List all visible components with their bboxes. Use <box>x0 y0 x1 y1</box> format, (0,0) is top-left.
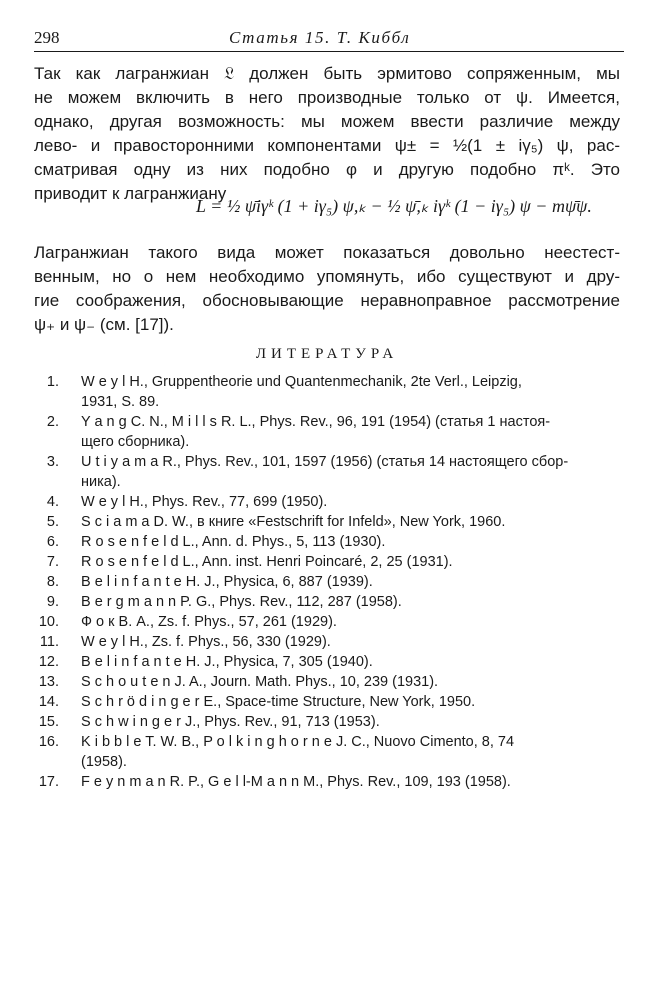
paragraph-line: сматривая одну из них подобно φ и другую подобно πᵏ. Это <box>34 160 620 179</box>
reference-text <box>81 692 624 712</box>
reference-text <box>81 592 624 612</box>
reference-line: (1958). <box>81 754 127 770</box>
paragraph-line: Так как лагранжиан 𝔏 должен быть эрмитово сопряженным, мы <box>34 64 620 83</box>
reference-text <box>81 652 624 672</box>
lagrangian-formula: L = ½ ψ̄iγᵏ (1 + iγ₅) ψ,ₖ − ½ ψ̄,ₖ iγᵏ (1 − iγ₅) ψ − mψ̄ψ. <box>196 196 592 216</box>
reference-line: W e y l H., Zs. f. Phys., 56, 330 (1929). <box>81 634 331 650</box>
reference-number: 7. <box>46 554 59 570</box>
paragraph-line: Лагранжиан такого вида может показаться довольно неестест- <box>34 243 620 262</box>
reference-number: 3. <box>46 454 59 470</box>
reference-number: 5. <box>46 514 59 530</box>
paragraph-line: гие соображения, обосновывающие неравноправное рассмотрение <box>34 291 620 310</box>
reference-line: ника). <box>81 474 121 490</box>
reference-line: S c h w i n g e r J., Phys. Rev., 91, 713 (1953). <box>81 714 380 730</box>
reference-line: B e l i n f a n t e H. J., Physica, 6, 887 (1939). <box>81 574 373 590</box>
reference-line: S c i a m a D. W., в книге «Festschrift for Infeld», New York, 1960. <box>81 514 506 530</box>
reference-item <box>24 692 624 712</box>
paragraph-line: ψ₊ и ψ₋ (см. [17]). <box>34 315 174 334</box>
reference-number: 12. <box>38 654 59 670</box>
paragraph-line: венным, но о нем необходимо упомянуть, ибо существуют и дру- <box>34 267 620 286</box>
reference-item <box>24 672 624 692</box>
paragraph-2 <box>34 241 620 337</box>
reference-item <box>24 512 624 532</box>
paragraph-line: не можем включить в него производные только от ψ. Имеется, <box>34 88 620 107</box>
reference-text <box>81 772 624 792</box>
reference-item <box>24 372 624 412</box>
reference-text <box>81 412 624 452</box>
page-number: 298 <box>34 28 60 47</box>
reference-line: S c h r ö d i n g e r E., Space-time Structure, New York, 1950. <box>81 694 476 710</box>
reference-item <box>24 452 624 492</box>
reference-number: 4. <box>46 494 59 510</box>
reference-text <box>81 372 624 412</box>
reference-number: 8. <box>46 574 59 590</box>
reference-number: 9. <box>46 594 59 610</box>
reference-list <box>24 372 624 792</box>
reference-item <box>24 592 624 612</box>
reference-text <box>81 732 624 772</box>
reference-item <box>24 552 624 572</box>
reference-item <box>24 572 624 592</box>
reference-item <box>24 652 624 672</box>
reference-line: S c h o u t e n J. A., Journ. Math. Phys., 10, 239 (1931). <box>81 674 439 690</box>
reference-text <box>81 552 624 572</box>
reference-line: Ф о к В. А., Zs. f. Phys., 57, 261 (1929). <box>81 614 337 630</box>
reference-item <box>24 612 624 632</box>
reference-line: Y a n g C. N., M i l l s R. L., Phys. Rev., 96, 191 (1954) (статья 1 настоя- <box>81 414 551 430</box>
reference-line: B e r g m a n n P. G., Phys. Rev., 112, 287 (1958). <box>81 594 402 610</box>
reference-number: 11. <box>39 634 59 650</box>
reference-line: U t i y a m a R., Phys. Rev., 101, 1597 (1956) (статья 14 настоящего сбор- <box>81 454 569 470</box>
reference-number: 1. <box>46 374 59 390</box>
reference-item <box>24 772 624 792</box>
paragraph-line: лево- и правосторонними компонентами ψ± = ½(1 ± iγ₅) ψ, рас- <box>34 136 620 155</box>
running-head: Статья 15. Т. Киббл <box>229 28 411 47</box>
reference-number: 14. <box>38 694 59 710</box>
reference-item <box>24 492 624 512</box>
reference-item <box>24 732 624 772</box>
reference-item <box>24 632 624 652</box>
reference-item <box>24 712 624 732</box>
reference-number: 13. <box>38 674 59 690</box>
paragraph-1 <box>34 62 620 206</box>
reference-line: F e y n m a n R. P., G e l l-M a n n M., Phys. Rev., 109, 193 (1958). <box>81 774 511 790</box>
reference-text <box>81 492 624 512</box>
reference-number: 17. <box>38 774 59 790</box>
section-title: ЛИТЕРАТУРА <box>255 346 399 362</box>
reference-text <box>81 452 624 492</box>
reference-line: 1931, S. 89. <box>81 394 160 410</box>
header-rule <box>34 51 624 52</box>
reference-line: щего сборника). <box>81 434 190 450</box>
reference-line: W e y l H., Phys. Rev., 77, 699 (1950). <box>81 494 328 510</box>
reference-number: 2. <box>46 414 59 430</box>
paragraph-line: приводит к лагранжиану <box>34 184 227 203</box>
reference-line: W e y l H., Gruppentheorie und Quantenmechanik, 2te Verl., Leipzig, <box>81 374 522 390</box>
page-header <box>34 28 624 54</box>
reference-number: 10. <box>38 614 59 630</box>
reference-text <box>81 572 624 592</box>
paragraph-line: однако, другая возможность: мы можем ввести различие между <box>34 112 620 131</box>
reference-line: B e l i n f a n t e H. J., Physica, 7, 305 (1940). <box>81 654 373 670</box>
reference-line: R o s e n f e l d L., Ann. inst. Henri Poincaré, 2, 25 (1931). <box>81 554 453 570</box>
reference-line: R o s e n f e l d L., Ann. d. Phys., 5, 113 (1930). <box>81 534 386 550</box>
reference-text <box>81 672 624 692</box>
reference-text <box>81 532 624 552</box>
reference-text <box>81 712 624 732</box>
reference-number: 6. <box>46 534 59 550</box>
reference-item <box>24 532 624 552</box>
reference-line: K i b b l e T. W. B., P o l k i n g h o r n e J. C., Nuovo Cimento, 8, 74 <box>81 734 515 750</box>
reference-text <box>81 632 624 652</box>
reference-number: 16. <box>38 734 59 750</box>
reference-number: 15. <box>38 714 59 730</box>
reference-text <box>81 512 624 532</box>
reference-text <box>81 612 624 632</box>
reference-item <box>24 412 624 452</box>
